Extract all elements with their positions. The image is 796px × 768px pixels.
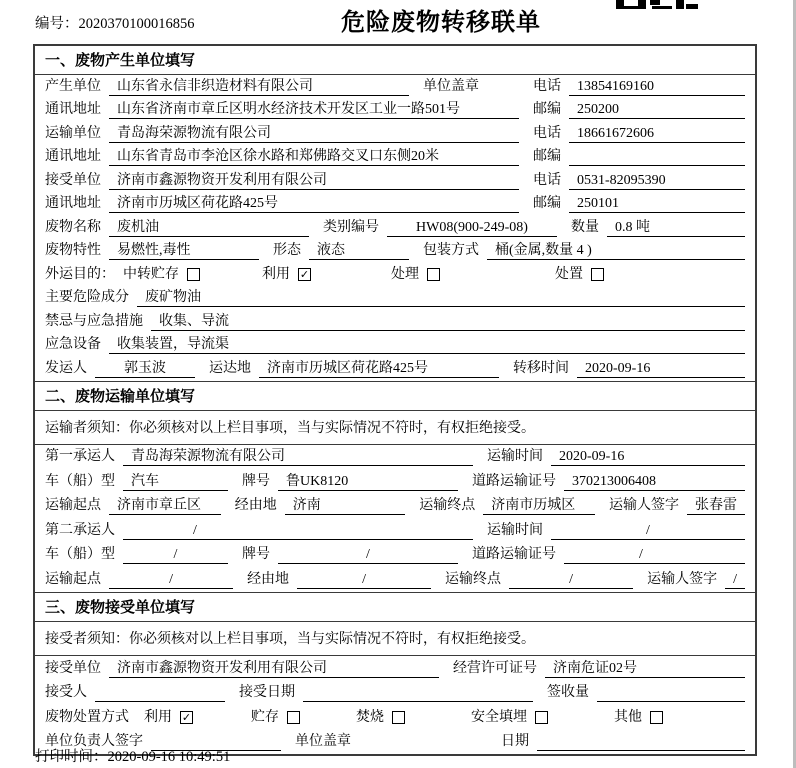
time2-label: 运输时间 — [487, 522, 543, 538]
row-disposal-method — [35, 705, 755, 730]
recipient-label: 接受人 — [45, 685, 87, 701]
print-time-value: 2020-09-16 10:49:51 — [107, 749, 231, 765]
disposal-option-incinerate — [356, 709, 405, 727]
option-label: 贮存 — [251, 709, 279, 725]
manifest-table — [33, 44, 757, 756]
license1-label: 道路运输证号 — [472, 473, 556, 489]
end2-value: / — [509, 571, 633, 589]
receiver-value: 济南市鑫源物资开发利用有限公司 — [109, 172, 519, 190]
row-hazard-components — [35, 287, 755, 311]
phone2-label: 电话 — [533, 125, 561, 141]
phone3-value: 0531-82095390 — [569, 172, 745, 190]
addr3-value: 济南市历城区荷花路425号 — [109, 195, 519, 213]
section1-header: 一、废物产生单位填写 — [35, 46, 755, 75]
row-transporter — [35, 122, 755, 146]
row-receiving-unit — [35, 656, 755, 681]
purpose-option-treat — [391, 266, 440, 284]
purpose-option-dispose — [555, 266, 604, 284]
receiver-label: 接受单位 — [45, 172, 101, 188]
disposal-option-landfill — [471, 709, 548, 727]
print-time-line — [35, 745, 230, 766]
checkbox-unchecked — [287, 711, 300, 724]
row-precautions — [35, 310, 755, 334]
option-label: 处理 — [391, 266, 419, 282]
license2-label: 道路运输证号 — [472, 547, 556, 563]
plate1-label: 牌号 — [242, 473, 270, 489]
shipper-label: 发运人 — [45, 360, 87, 376]
row-vehicle2 — [35, 543, 755, 568]
phone1-value: 13854169160 — [569, 78, 745, 96]
phone3-label: 电话 — [533, 172, 561, 188]
receiver-notice: 接受者须知：你必须核对以上栏目事项，当与实际情况不符时，有权拒绝接受。 — [35, 622, 755, 656]
hazard-label: 主要危险成分 — [45, 290, 129, 305]
checkbox-unchecked — [427, 268, 440, 281]
addr3-label: 通讯地址 — [45, 196, 101, 211]
row-route1 — [35, 494, 755, 519]
category-value: HW08(900-249-08) — [387, 219, 557, 237]
vehicle2-value: / — [123, 546, 228, 564]
receive-date-label: 接受日期 — [239, 685, 295, 701]
time2-value: / — [551, 522, 745, 540]
option-label: 焚烧 — [356, 709, 384, 725]
origin2-label: 运输起点 — [45, 572, 101, 588]
row-second-carrier — [35, 518, 755, 543]
producer-label: 产生单位 — [45, 78, 101, 94]
property-value: 易燃性,毒性 — [109, 242, 259, 260]
row-receiver — [35, 169, 755, 193]
plate1-value: 鲁UK8120 — [278, 473, 458, 491]
transfer-date-value: 2020-09-16 — [577, 360, 745, 378]
destination-label: 运达地 — [209, 360, 251, 376]
plate2-label: 牌号 — [242, 547, 270, 563]
purpose-option-utilize — [262, 266, 311, 284]
equipment-label: 应急设备 — [45, 337, 101, 352]
zip2-label: 邮编 — [533, 149, 561, 164]
sign1-value: 张春雷 — [687, 497, 745, 515]
form-value: 液态 — [309, 242, 409, 260]
checkbox-unchecked — [187, 268, 200, 281]
shipper-value: 郭玉波 — [95, 360, 195, 378]
zip1-label: 邮编 — [533, 102, 561, 117]
disposal-label: 废物处置方式 — [45, 709, 129, 725]
option-label: 安全填埋 — [471, 709, 527, 725]
time1-value: 2020-09-16 — [551, 448, 745, 466]
date2-value — [537, 733, 745, 751]
print-time-label: 打印时间： — [35, 749, 108, 765]
checkbox-unchecked — [535, 711, 548, 724]
precaution-value: 收集、导流 — [151, 313, 745, 331]
sign2-value: / — [725, 571, 745, 589]
checkbox-unchecked — [392, 711, 405, 724]
option-label: 利用 — [144, 709, 172, 725]
option-label: 利用 — [262, 266, 290, 282]
disposal-option-store — [251, 709, 300, 727]
addr2-label: 通讯地址 — [45, 149, 101, 164]
row-waste-property — [35, 240, 755, 264]
sign2-label: 运输人签字 — [647, 572, 718, 588]
addr1-label: 通讯地址 — [45, 102, 101, 117]
option-label: 中转贮存 — [123, 266, 179, 282]
phone1-label: 电话 — [533, 78, 561, 94]
checkbox-unchecked — [591, 268, 604, 281]
quantity-label: 数量 — [571, 219, 599, 235]
receiving-unit-value: 济南市鑫源物资开发利用有限公司 — [109, 660, 439, 678]
precaution-label: 禁忌与应急措施 — [45, 313, 143, 329]
time1-label: 运输时间 — [487, 449, 543, 465]
transfer-date-label: 转移时间 — [513, 360, 569, 376]
disposal-option-other — [614, 709, 663, 727]
unit-seal-label: 单位盖章 — [423, 78, 479, 94]
carrier2-label: 第二承运人 — [45, 522, 115, 538]
row-waste-name — [35, 216, 755, 240]
waste-name-value: 废机油 — [109, 219, 309, 237]
responsible-sign-label: 单位负责人签字 — [45, 734, 143, 750]
via1-label: 经由地 — [234, 498, 277, 514]
carrier1-label: 第一承运人 — [45, 449, 115, 465]
carrier1-value: 青岛海荣源物流有限公司 — [123, 448, 473, 466]
zip3-value: 250101 — [569, 195, 745, 213]
section3-header: 三、废物接受单位填写 — [35, 592, 755, 622]
transporter-value: 青岛海荣源物流有限公司 — [109, 125, 519, 143]
license1-value: 370213006408 — [564, 473, 745, 491]
category-label: 类别编号 — [323, 219, 379, 235]
vehicle1-value: 汽车 — [123, 473, 228, 491]
purpose-option-transfer-storage — [123, 266, 200, 284]
row-receiver-address — [35, 193, 755, 217]
carrier2-value: / — [123, 522, 473, 540]
transporter-label: 运输单位 — [45, 125, 101, 141]
waste-name-label: 废物名称 — [45, 219, 101, 235]
row-recipient — [35, 681, 755, 706]
quantity-value: 0.8 吨 — [607, 219, 745, 237]
row-first-carrier — [35, 445, 755, 470]
end1-label: 运输终点 — [419, 498, 476, 514]
zip1-value: 250200 — [569, 101, 745, 119]
packaging-label: 包装方式 — [423, 243, 479, 258]
row-producer-address — [35, 99, 755, 123]
date2-label: 日期 — [501, 734, 529, 750]
checkbox-checked: ✓ — [181, 711, 192, 725]
row-transporter-address — [35, 146, 755, 170]
via2-label: 经由地 — [247, 572, 290, 588]
origin2-value: / — [109, 571, 233, 589]
origin1-value: 济南市章丘区 — [109, 497, 221, 515]
recipient-value — [95, 684, 225, 702]
zip3-label: 邮编 — [533, 196, 561, 211]
packaging-value: 桶(金属,数量 4 ) — [487, 242, 745, 260]
end2-label: 运输终点 — [445, 572, 502, 588]
amount-label: 签收量 — [547, 685, 589, 701]
section-transport — [35, 381, 755, 593]
qr-code-fragment — [616, 0, 700, 10]
row-transfer-purpose — [35, 263, 755, 287]
row-vehicle1 — [35, 469, 755, 494]
plate2-value: / — [278, 546, 458, 564]
row-shipper — [35, 357, 755, 381]
document-header — [0, 0, 796, 44]
property-label: 废物特性 — [45, 243, 101, 258]
origin1-label: 运输起点 — [45, 498, 101, 514]
addr1-value: 山东省济南市章丘区明水经济技术开发区工业一路501号 — [109, 101, 519, 119]
equipment-value: 收集装置，导流渠 — [109, 336, 745, 354]
vehicle2-label: 车（船）型 — [45, 547, 115, 563]
amount-value — [597, 684, 745, 702]
destination-value: 济南市历城区荷花路425号 — [259, 360, 499, 378]
sign1-label: 运输人签字 — [608, 498, 679, 514]
hazard-value: 废矿物油 — [137, 289, 745, 307]
purpose-label: 外运目的： — [45, 266, 115, 282]
checkbox-checked: ✓ — [299, 268, 310, 281]
section-receiver — [35, 592, 755, 754]
option-label: 其他 — [614, 709, 642, 725]
disposal-option-utilize — [144, 709, 193, 727]
page-title: 危险废物转移联单 — [341, 10, 541, 36]
receive-date-value — [303, 684, 533, 702]
via2-value: / — [297, 571, 431, 589]
unit-seal2-label: 单位盖章 — [295, 734, 351, 750]
transporter-notice: 运输者须知：你必须核对以上栏目事项，当与实际情况不符时，有权拒绝接受。 — [35, 411, 755, 445]
receiving-unit-label: 接受单位 — [45, 660, 101, 676]
vehicle1-label: 车（船）型 — [45, 473, 115, 489]
section2-header: 二、废物运输单位填写 — [35, 381, 755, 411]
addr2-value: 山东省青岛市李沧区徐水路和郑佛路交叉口东侧20米 — [109, 148, 519, 166]
row-route2 — [35, 567, 755, 592]
serial-label: 编号： — [35, 16, 79, 32]
row-emergency-equipment — [35, 334, 755, 358]
checkbox-unchecked — [650, 711, 663, 724]
option-label: 处置 — [555, 266, 583, 282]
form-label: 形态 — [273, 243, 301, 258]
end1-value: 济南市历城区 — [483, 497, 595, 515]
permit-value: 济南危证02号 — [545, 660, 745, 678]
zip2-value — [569, 148, 745, 166]
producer-value: 山东省永信非织造材料有限公司 — [109, 78, 409, 96]
phone2-value: 18661672606 — [569, 125, 745, 143]
permit-label: 经营许可证号 — [453, 660, 537, 676]
serial-value: 2020370100016856 — [78, 16, 195, 32]
row-producer — [35, 75, 755, 99]
via1-value: 济南 — [285, 497, 406, 515]
section1-body — [35, 75, 755, 381]
license2-value: / — [564, 546, 745, 564]
